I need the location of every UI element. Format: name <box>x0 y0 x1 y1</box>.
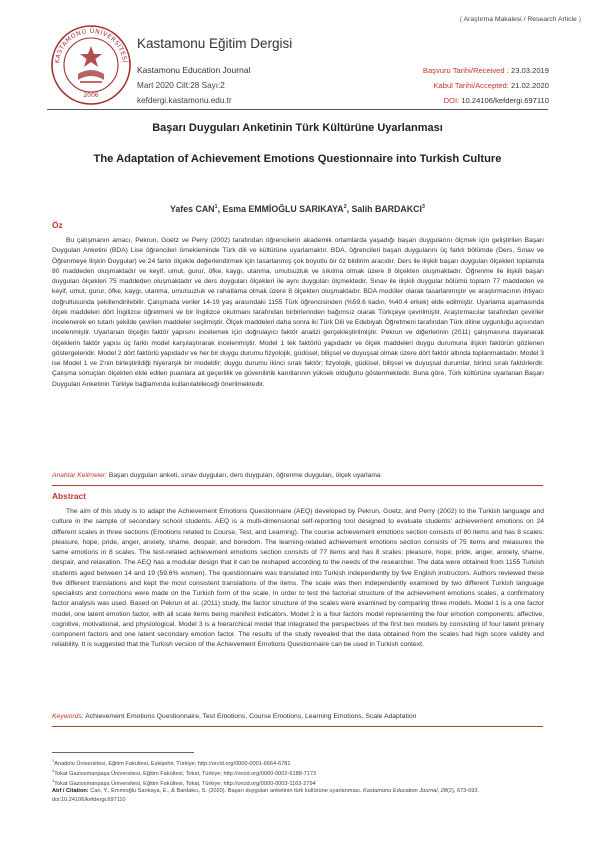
keywords-en <box>52 713 416 720</box>
article-type-tag: ( Araştırma Makalesi / Research Article ) <box>459 16 581 23</box>
citation-pages: , 673-693. doi:10.24106/kefdergi.697110 <box>52 788 480 803</box>
article-type-label: Araştırma Makalesi / Research Article <box>463 16 577 23</box>
footnote-divider <box>52 752 194 753</box>
header-divider <box>47 109 548 110</box>
footnote-1-marker: 1 <box>52 758 55 763</box>
received-value: 23.03.2019 <box>510 66 549 75</box>
footnote-2-text: Tokat Gaziosmanpaşa Üniversitesi, Eğitim Fakültesi, Tokat, Türkiye; http://orcid.org/0000-0002-6188-7173 <box>54 770 317 777</box>
author-1: Yafes CAN <box>170 204 215 214</box>
footnote-1 <box>52 758 290 767</box>
journal-website-link[interactable]: kefdergi.kastamonu.edu.tr <box>137 96 232 105</box>
received-label: Başvuru Tarihi/Received : <box>422 66 509 75</box>
keywords-tr-label: Anahtar Kelimeler: <box>52 472 108 479</box>
footnote-1-text: Anadolu Üniversitesi, Eğitim Fakültesi, Eskişehir, Türkiye; http://orcid.org/0000-0001-6664-6781 <box>54 760 291 767</box>
svg-text:KASTAMONU ÜNİVERSİTESİ: KASTAMONU ÜNİVERSİTESİ <box>53 27 128 64</box>
doi-link[interactable]: 10.24106/kefdergi.697110 <box>461 96 549 105</box>
keywords-en-values: Achievement Emotions Questionnaire, Test Emotions, Course Emotions, Learning Emotions, Scale Adaptation <box>85 713 417 720</box>
citation-issue: (2) <box>447 788 454 794</box>
journal-title: Kastamonu Eğitim Dergisi <box>137 36 293 51</box>
author-2: Esma EMMİOĞLU SARIKAYA <box>222 204 344 214</box>
received-date <box>423 66 549 75</box>
author-3-affiliation: 3 <box>421 204 425 211</box>
doi-label: DOI: <box>443 96 460 105</box>
citation <box>52 787 552 805</box>
journal-subtitle: Kastamonu Education Journal <box>137 65 251 75</box>
accepted-value: 21.02.2020 <box>510 81 549 90</box>
keywords-tr <box>52 472 381 479</box>
accepted-date <box>433 81 549 90</box>
author-3: Salih BARDAKCI <box>351 204 422 214</box>
citation-label: Atıf / Citation: <box>52 788 89 794</box>
journal-issue: Mart 2020 Cilt:28 Sayı:2 <box>137 81 225 90</box>
footnote-3 <box>52 778 316 787</box>
footnote-2 <box>52 768 316 777</box>
title-turkish: Başarı Duyguları Anketinin Türk Kültürüne Uyarlanması <box>152 122 443 134</box>
accepted-label: Kabul Tarihi/Accepted: <box>433 81 509 90</box>
svg-text:2006: 2006 <box>83 92 99 99</box>
abstract-tr-text: Bu çalışmanın amacı, Pekrun, Goetz ve Perry (2002) tarafından öğrencilerin akademik ortamlarda yaşadığı başarı duygularını ölçmek için geliştirilen Başarı Duyguları Anketini (BDA) Lise öğrencileri örnekleminde Türk dili ve kültürüne uyarlamaktır. BDA, öğrencileri başarı duygularını üç farklı bölümde (Ders, Sınav ve Öğrenmeye İlişkin Duygular) ve 24 farklı ölçekle değerlendirmek için tasarlanmış çok boyutlu bir öz bildirim aracıdır. Ders ile ilişkili başarı duyguları ölçekleri toplamda 80 maddeden oluşmaktadır ve keyif, umut, gurur, öfke, kaygı, utanma, umutsuzluk ve sıkılma olmak üzere 8 ölçekten oluşmaktadır. Öğrenme ile ilişkili başarı duyguları ölçekleri 75 maddeden oluşmaktadır ve ders duyguları ölçekleri ile aynı duyguları ölçmektedir. Sınav ile ilişkili duygular bölümü toplam 77 maddeden ve keyif, umut, gurur, öfke, kaygı, utanma, umutsuzluk ve rahatlama olmak üzere 8 ölçekten oluşmaktadır. BDA modüler olarak tasarlanmıştır ve araştırmacının ihtiyacı doğrultusunda şekillendirilebilir. Çalışmada veriler 14-19 yaş arasındaki 1155 Türk öğrencisinden (%59.6 kadın, %40.4 erkek) elde edilmiştir. Uyarlama aşamasında ölçek maddeleri dört İngilizce öğretmeni ve bir İngilizce okutmanı tarafından birbirlerinden bağımsız olarak Türkçeye çevrilmiştir. Araştırmacılar tarafından çeviriler incelenerek en tutarlı şekilde çevrilen maddeler seçilmiştir. Ölçek maddeleri daha sonra iki Türk Dili ve Edebiyatı Öğretmeni tarafından Türk diline uygunluğu açısından incelenmiştir. Uyarlanan ölçeğin faktör yapısını incelemek için doğrulayıcı faktör analizi gerçekleştirilmiştir. Pekrun ve diğerlerinin (2011) çalışmasına dayanarak ölçeklerin faktör yapısı üç farklı model karşılaştırarak incelenmiştir. Model 1 tek faktörlü yapıdadır ve ölçek maddeleri duygu durumuna ilişkin faktörün gözlenen göstergeleridir. Model 2 dört faktörlü yapıdadır ve her bir duygu durumu fizyolojik, güdüsel, bilişsel ve duyuşsal olmak üzere dört faktör altında toplanmaktadır. Model 3 ise Model 1 ve 2'nin birleştirildiği hiyerarşik bir modeldir; duygu durumu ikinci sıralı faktör; fizyolojik, güdüsel, bilişsel ve duyuşsal durumlar, birinci sıralı faktörlerdir. Çalışma sonuçları ölçekten elde edilen puanlara ait geçerlilik ve güvenilirlik kanıtlarının yüksek olduğunu göstermektedir. Buna göre, Türk kültürüne uyarlanan Başarı Duyguları Anketinin Türkiye bağlamında kullanılabileceği önerilmektedir. <box>52 237 544 388</box>
doi-line <box>444 96 549 105</box>
abstract-en-text: The aim of this study is to adapt the Achievement Emotions Questionnaire (AEQ) developed by Pekrun, Goetz, and Perry (2002) to the Turkish language and culture in the sample of secondary school students. AEQ is a multi-dimensional self-reporting tool designed to evaluate students' achievement emotions on 24 different scales in three sections (Emotions related to Course, Test, and Learning). The course achievement emotions section consists of 80 items and has 8 scales: pleasure, hope, pride, anger, anxiety, shame, despair, and boredom. The learning-related achievement emotions section consists of 75 items and measures the same emotions in 8 scales. The test-related achievement emotions section consists of 77 items and has 8 scales: pleasure, hope, pride, anger, anxiety, shame, despair, and relaxation. The AEQ has a modular design that it can be reshaped according to the needs of the researcher. The data were obtained from 1155 Turkish students aged between 14 and 19 (59.6% women). The questionnaire was translated into Turkish independently by five English instructors. Authors reviewed these five different translations and kept the most consistent translations of the items. The scale was then independently examined by two different Turkish language specialists and corrections were made on the Turkish form of the scale. In order to test the factorial structure of the achievement emotions scales, a confirmatory factor analysis was used. Based on Pekrun et al. (2011) study, the factor structure of the scales were examined by comparing three models. Model 1 is a one factor model, one latent emotion factor, with all scale items being manifest indicators. Model 2 is a four factors model representing the four emotion components: affective, cognitive, motivational, and physiological. Model 3 is a hierarchical model that integrated the perspectives of the first two models by consisting of four latent primary component factors and one latent secondary emotion factor. The results of the study revealed that the data obtained from the scales had high score validity and reliability. It is suggested that the Turkish version of the Achievement Emotions Questionnaire can be used in Turkish context. <box>52 508 544 649</box>
footnote-3-text: Tokat Gaziosmanpaşa Üniversitesi, Eğitim Fakültesi, Tokat, Türkiye; http://orcid.org/0000-0003-1163-2794 <box>54 780 316 787</box>
citation-text: Can, Y., Emmioğlu Sarıkaya, E., & Bardakcı, S. (2020). Başarı duyguları anketinin türk kültürüne uyarlanması. <box>90 788 362 794</box>
keywords-en-label: Keywords: <box>52 713 84 720</box>
title-english: The Adaptation of Achievement Emotions Questionnaire into Turkish Culture <box>93 153 502 165</box>
author-list: Yafes CAN$^1$, Esma EMMİOĞLU SARIKAYA$^2$, Salih BARDAKCI$^3$ <box>170 204 425 214</box>
citation-journal: Kastamonu Education Journal, 28 <box>363 788 447 794</box>
keywords-tr-values: Başarı duyguları anketi, sınav duyguları, ders duyguları, öğrenme duyguları, ölçek uyarlama <box>108 472 381 479</box>
keywords-tr-divider <box>52 485 543 486</box>
abstract-tr-heading: Öz <box>52 220 63 230</box>
author-2-affiliation: 2 <box>343 204 347 211</box>
university-seal-logo <box>50 24 132 106</box>
keywords-en-divider <box>52 726 543 727</box>
abstract-en-heading: Abstract <box>52 491 86 501</box>
footnote-3-marker: 3 <box>52 778 55 783</box>
author-1-affiliation: 1 <box>214 204 218 211</box>
footnote-2-marker: 2 <box>52 768 55 773</box>
